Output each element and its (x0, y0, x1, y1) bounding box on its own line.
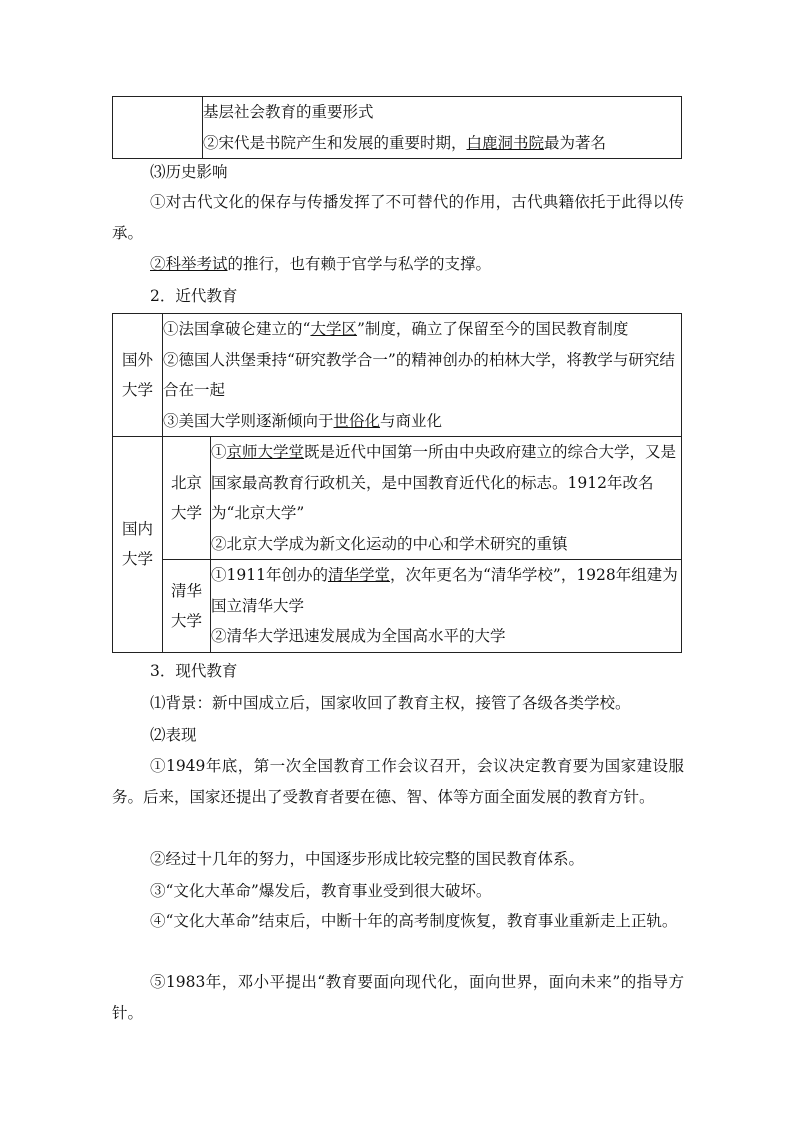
performance-item-4: ④“文化大革命”结束后，中断十年的高考制度恢复，教育事业重新走上正轨。 (150, 912, 678, 930)
table-row (113, 97, 682, 159)
contemporary-heading: 3．现代教育 (150, 662, 238, 680)
history-item-1: ①对古代文化的保存与传播发挥了不可替代的作用，古代典籍依托于此得以传承。 (112, 193, 684, 242)
pku-item-1 (211, 437, 681, 529)
academy-table (112, 96, 682, 159)
history-item-2 (150, 249, 491, 280)
contemporary-background: ⑴背景：新中国成立后，国家收回了教育主权，接管了各级各类学校。 (150, 694, 631, 712)
domestic-university-label-text: 国内大学 (121, 520, 153, 569)
pku-label (163, 437, 211, 560)
performance-item-3: ③“文化大革命”爆发后，教育事业受到很大破坏。 (150, 882, 492, 900)
pku-item-2: ②北京大学成为新文化运动的中心和学术研究的重镇 (211, 534, 568, 553)
foreign-item-3-pre: ③美国大学则逐渐倾向于 (163, 411, 334, 430)
table-row (113, 560, 682, 653)
foreign-item-3-underlined: 世俗化 (333, 411, 381, 430)
foreign-university-content (163, 314, 682, 437)
foreign-item-1-pre: ①法国拿破仑建立的“ (163, 320, 311, 338)
performance-heading: ⑵表现 (150, 726, 197, 744)
performance-item-5: ⑤1983年，邓小平提出“教育要面向现代化，面向世界，面向未来”的指导方针。 (112, 973, 684, 1022)
performance-item-1: ①1949年底，第一次全国教育工作会议召开，会议决定教育要为国家建设服务。后来，国家还提出了受教育者要在德、智、体等方面全面发展的教育方针。 (112, 757, 684, 806)
performance-item-2: ②经过十几年的努力，中国逐步形成比较完整的国民教育体系。 (150, 850, 585, 868)
thu-item-2: ②清华大学迅速发展成为全国高水平的大学 (211, 627, 506, 645)
pku-item-1-underlined: 京师大学堂 (226, 443, 305, 461)
table-row (113, 437, 682, 560)
foreign-item-2: ②德国人洪堡秉持“研究教学合一”的精神创办的柏林大学，将教学与研究结合在一起 (163, 350, 675, 399)
foreign-item-3 (163, 406, 681, 437)
history-heading: ⑶历史影响 (150, 163, 228, 181)
foreign-item-3-post: 与商业化 (380, 411, 443, 430)
foreign-university-label (113, 314, 163, 437)
table-row (113, 314, 682, 437)
pku-item-1-post: 既是近代中国第一所由中央政府建立的综合大学，又是国家最高教育行政机关，是中国教育近代化的标志。1912年改名为“北京大学” (211, 443, 677, 522)
pku-content (211, 437, 682, 560)
academy-text-2-pre: ②宋代是书院产生和发展的重要时期， (203, 133, 467, 152)
domestic-university-label (113, 437, 163, 653)
thu-item-1 (211, 560, 681, 621)
foreign-item-1-post: ”制度，确立了保留至今的国民教育制度 (356, 320, 629, 338)
university-table (112, 313, 682, 653)
thu-content (211, 560, 682, 653)
thu-label (163, 560, 211, 653)
thu-item-1-underlined: 清华学堂 (327, 566, 390, 584)
history-item-2-underlined: ②科举考试 (150, 255, 228, 273)
academy-text-1: 基层社会教育的重要形式 (203, 103, 374, 121)
academy-text-2-post: 最为著名 (544, 133, 607, 152)
academy-text-2 (203, 128, 681, 159)
empty-label-cell (113, 97, 203, 159)
thu-label-text: 清华大学 (170, 581, 202, 630)
pku-label-text: 北京大学 (170, 474, 202, 522)
thu-item-1-post: ，次年更名为“清华学校”，1928年组建为国立清华大学 (211, 566, 678, 615)
pku-item-1-pre: ① (211, 443, 227, 461)
academy-content-cell (203, 97, 682, 159)
academy-text-2-underlined: 白鹿洞书院 (466, 133, 545, 152)
foreign-item-1 (163, 314, 681, 345)
modern-education-heading: 2．近代教育 (150, 287, 238, 305)
foreign-item-1-underlined: 大学区 (310, 320, 357, 338)
foreign-university-label-text: 国外大学 (121, 351, 153, 399)
history-item-2-post: 的推行，也有赖于官学与私学的支撑。 (227, 255, 492, 273)
thu-item-1-pre: ①1911年创办的 (211, 566, 328, 584)
